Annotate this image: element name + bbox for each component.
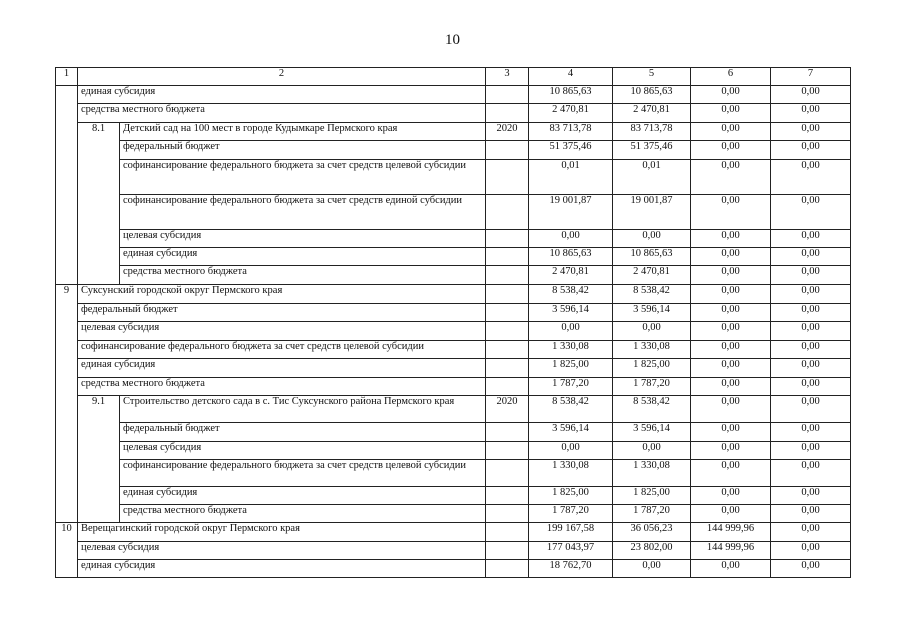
row-subnumber: 9.1 (78, 396, 120, 523)
row-col-6: 0,00 (691, 487, 771, 505)
row-year (486, 285, 529, 304)
row-col-6: 0,00 (691, 396, 771, 423)
row-col-4: 2 470,81 (529, 266, 613, 285)
row-col-4: 18 762,70 (529, 560, 613, 578)
row-name: Детский сад на 100 мест в городе Кудымкаре Пермского края (120, 123, 486, 141)
row-col-5: 8 538,42 (613, 396, 691, 423)
row-col-5: 19 001,87 (613, 195, 691, 230)
row-col-7: 0,00 (771, 230, 851, 248)
row-col-7: 0,00 (771, 396, 851, 423)
row-name: софинансирование федерального бюджета за счет средств целевой субсидии (78, 341, 486, 359)
row-name: средства местного бюджета (120, 505, 486, 523)
row-name: Верещагинский городской округ Пермского края (78, 523, 486, 542)
row-year (486, 423, 529, 442)
table-row (56, 104, 851, 123)
row-col-5: 10 865,63 (613, 248, 691, 266)
row-name: единая субсидия (78, 86, 486, 104)
row-col-5: 0,00 (613, 560, 691, 578)
row-col-6: 0,00 (691, 285, 771, 304)
row-name: Суксунский городской округ Пермского края (78, 285, 486, 304)
row-col-7: 0,00 (771, 104, 851, 123)
row-col-4: 2 470,81 (529, 104, 613, 123)
row-name: единая субсидия (120, 248, 486, 266)
table-row (56, 322, 851, 341)
row-col-6: 144 999,96 (691, 542, 771, 560)
table-row (56, 487, 851, 505)
header-col-4: 4 (529, 68, 613, 86)
row-col-5: 1 825,00 (613, 487, 691, 505)
row-name: федеральный бюджет (120, 141, 486, 160)
row-year (486, 560, 529, 578)
row-col-5: 3 596,14 (613, 304, 691, 322)
row-col-6: 0,00 (691, 442, 771, 460)
row-col-4: 3 596,14 (529, 304, 613, 322)
table-row (56, 304, 851, 322)
header-col-2: 2 (78, 68, 486, 86)
row-col-5: 0,00 (613, 442, 691, 460)
row-col-5: 36 056,23 (613, 523, 691, 542)
row-name: средства местного бюджета (78, 378, 486, 396)
row-year (486, 341, 529, 359)
row-year (486, 542, 529, 560)
row-name: целевая субсидия (78, 322, 486, 341)
row-col-6: 0,00 (691, 141, 771, 160)
row-name: средства местного бюджета (120, 266, 486, 285)
table-row (56, 505, 851, 523)
row-col-5: 83 713,78 (613, 123, 691, 141)
row-col-6: 0,00 (691, 160, 771, 195)
row-col-5: 1 787,20 (613, 378, 691, 396)
row-col-4: 51 375,46 (529, 141, 613, 160)
row-year (486, 160, 529, 195)
row-col-6: 0,00 (691, 322, 771, 341)
header-row (56, 68, 851, 86)
row-col-7: 0,00 (771, 304, 851, 322)
row-col-7: 0,00 (771, 505, 851, 523)
row-col-4: 1 330,08 (529, 341, 613, 359)
row-col-4: 1 787,20 (529, 378, 613, 396)
row-col-7: 0,00 (771, 285, 851, 304)
row-col-5: 1 825,00 (613, 359, 691, 378)
row-number: 10 (56, 523, 78, 578)
row-name: целевая субсидия (120, 230, 486, 248)
row-year (486, 195, 529, 230)
row-col-5: 1 330,08 (613, 341, 691, 359)
row-year (486, 266, 529, 285)
row-col-4: 8 538,42 (529, 396, 613, 423)
row-col-4: 1 825,00 (529, 487, 613, 505)
row-col-5: 0,00 (613, 322, 691, 341)
row-col-7: 0,00 (771, 266, 851, 285)
table-row (56, 86, 851, 104)
row-col-7: 0,00 (771, 523, 851, 542)
row-col-4: 0,00 (529, 322, 613, 341)
row-year (486, 248, 529, 266)
table-row (56, 523, 851, 542)
row-col-6: 0,00 (691, 248, 771, 266)
row-col-5: 10 865,63 (613, 86, 691, 104)
row-col-6: 0,00 (691, 359, 771, 378)
row-year (486, 378, 529, 396)
page-number: 10 (445, 32, 460, 48)
row-col-6: 0,00 (691, 460, 771, 487)
row-col-4: 83 713,78 (529, 123, 613, 141)
row-col-7: 0,00 (771, 460, 851, 487)
table-row (56, 542, 851, 560)
row-subnumber: 8.1 (78, 123, 120, 285)
row-year (486, 141, 529, 160)
row-col-7: 0,00 (771, 141, 851, 160)
row-col-4: 10 865,63 (529, 248, 613, 266)
table-row (56, 285, 851, 304)
row-col-4: 3 596,14 (529, 423, 613, 442)
row-col-5: 2 470,81 (613, 104, 691, 123)
table-row (56, 396, 851, 423)
row-col-7: 0,00 (771, 123, 851, 141)
row-col-7: 0,00 (771, 442, 851, 460)
table-row (56, 460, 851, 487)
table-row (56, 230, 851, 248)
table-row (56, 560, 851, 578)
row-year (486, 359, 529, 378)
row-col-4: 1 787,20 (529, 505, 613, 523)
row-col-5: 1 787,20 (613, 505, 691, 523)
row-col-6: 0,00 (691, 505, 771, 523)
row-col-6: 144 999,96 (691, 523, 771, 542)
row-year (486, 442, 529, 460)
table-row (56, 341, 851, 359)
row-col-6: 0,00 (691, 378, 771, 396)
budget-table (55, 67, 851, 578)
row-col-7: 0,00 (771, 542, 851, 560)
row-col-7: 0,00 (771, 322, 851, 341)
row-col-5: 3 596,14 (613, 423, 691, 442)
row-col-5: 23 802,00 (613, 542, 691, 560)
row-col-5: 0,00 (613, 230, 691, 248)
row-col-5: 51 375,46 (613, 141, 691, 160)
row-year (486, 487, 529, 505)
row-number: 9 (56, 285, 78, 523)
row-col-7: 0,00 (771, 487, 851, 505)
row-year: 2020 (486, 396, 529, 423)
row-year (486, 523, 529, 542)
row-name: федеральный бюджет (78, 304, 486, 322)
row-col-6: 0,00 (691, 341, 771, 359)
row-col-5: 2 470,81 (613, 266, 691, 285)
table-row (56, 248, 851, 266)
table-row (56, 123, 851, 141)
row-year (486, 322, 529, 341)
row-col-4: 0,00 (529, 230, 613, 248)
table-row (56, 359, 851, 378)
row-col-4: 199 167,58 (529, 523, 613, 542)
table-row (56, 160, 851, 195)
row-col-4: 177 043,97 (529, 542, 613, 560)
row-year (486, 104, 529, 123)
row-number-cell (56, 86, 78, 285)
row-year (486, 230, 529, 248)
table-row (56, 423, 851, 442)
row-col-4: 0,01 (529, 160, 613, 195)
header-col-1: 1 (56, 68, 78, 86)
row-col-6: 0,00 (691, 423, 771, 442)
row-name: софинансирование федерального бюджета за счет средств целевой субсидии (120, 160, 486, 195)
header-col-3: 3 (486, 68, 529, 86)
table-row (56, 141, 851, 160)
row-name: софинансирование федерального бюджета за счет средств единой субсидии (120, 195, 486, 230)
row-name: целевая субсидия (78, 542, 486, 560)
row-col-7: 0,00 (771, 248, 851, 266)
row-col-4: 8 538,42 (529, 285, 613, 304)
row-col-7: 0,00 (771, 160, 851, 195)
row-year (486, 304, 529, 322)
row-name: единая субсидия (78, 359, 486, 378)
row-year (486, 460, 529, 487)
row-name: единая субсидия (78, 560, 486, 578)
table-row (56, 266, 851, 285)
row-name: единая субсидия (120, 487, 486, 505)
row-col-5: 1 330,08 (613, 460, 691, 487)
row-year (486, 505, 529, 523)
row-col-4: 1 825,00 (529, 359, 613, 378)
row-col-4: 1 330,08 (529, 460, 613, 487)
row-name: целевая субсидия (120, 442, 486, 460)
row-col-6: 0,00 (691, 104, 771, 123)
row-name: средства местного бюджета (78, 104, 486, 123)
row-col-7: 0,00 (771, 341, 851, 359)
header-col-6: 6 (691, 68, 771, 86)
row-col-7: 0,00 (771, 86, 851, 104)
row-col-4: 0,00 (529, 442, 613, 460)
table-row (56, 195, 851, 230)
row-col-6: 0,00 (691, 123, 771, 141)
header-col-5: 5 (613, 68, 691, 86)
row-col-7: 0,00 (771, 359, 851, 378)
row-name: Строительство детского сада в с. Тис Суксунского района Пермского края (120, 396, 486, 423)
row-col-6: 0,00 (691, 230, 771, 248)
row-col-6: 0,00 (691, 304, 771, 322)
row-col-6: 0,00 (691, 86, 771, 104)
row-col-6: 0,00 (691, 195, 771, 230)
row-col-5: 0,01 (613, 160, 691, 195)
row-col-7: 0,00 (771, 423, 851, 442)
row-year (486, 86, 529, 104)
row-name: федеральный бюджет (120, 423, 486, 442)
row-col-6: 0,00 (691, 266, 771, 285)
row-col-7: 0,00 (771, 560, 851, 578)
row-col-7: 0,00 (771, 195, 851, 230)
table-row (56, 378, 851, 396)
row-col-7: 0,00 (771, 378, 851, 396)
row-name: софинансирование федерального бюджета за счет средств целевой субсидии (120, 460, 486, 487)
table-row (56, 442, 851, 460)
header-col-7: 7 (771, 68, 851, 86)
row-col-4: 10 865,63 (529, 86, 613, 104)
row-col-6: 0,00 (691, 560, 771, 578)
row-year: 2020 (486, 123, 529, 141)
row-col-5: 8 538,42 (613, 285, 691, 304)
row-col-4: 19 001,87 (529, 195, 613, 230)
